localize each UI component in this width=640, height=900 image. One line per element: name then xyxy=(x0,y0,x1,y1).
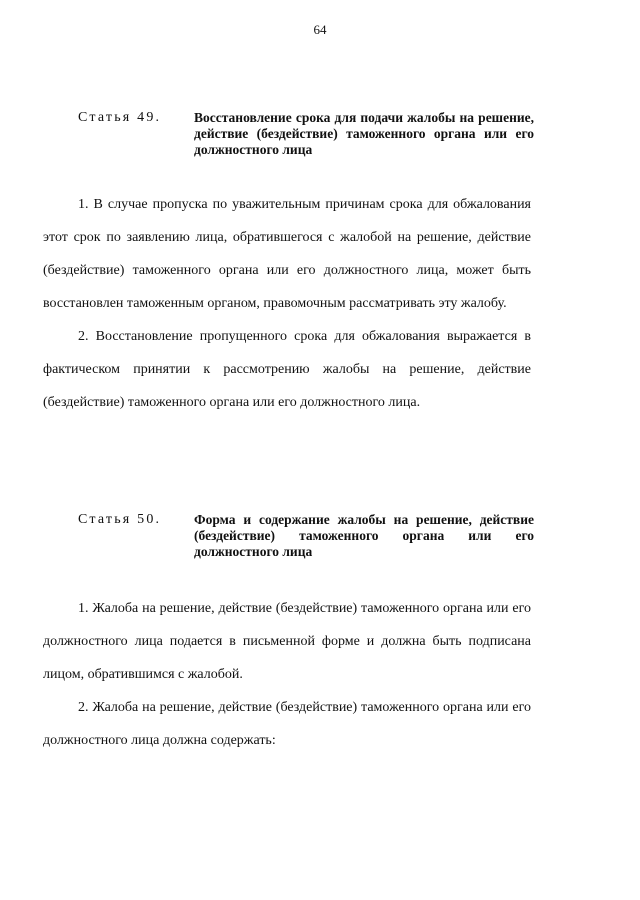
article-49 xyxy=(43,110,538,419)
article-49-body xyxy=(43,188,538,419)
article-49-paragraph-2: 2. Восстановление пропущенного срока для обжалования выражается в фактическом принятии к рассмотрению жалобы на решение, действие (бездействие) таможенного органа или его должностного лица. xyxy=(43,329,531,410)
article-50-title: Форма и содержание жалобы на решение, действие (бездействие) таможенного органа или его должностного лица xyxy=(194,512,534,559)
article-49-heading xyxy=(78,110,538,166)
article-50-heading xyxy=(78,512,538,568)
article-50-paragraph-1: 1. Жалоба на решение, действие (бездействие) таможенного органа или его должностного лица подается в письменной форме и должна быть подписана лицом, обратившимся с жалобой. xyxy=(43,601,531,682)
article-50-label: Статья 50. xyxy=(78,512,162,527)
article-50 xyxy=(43,512,538,757)
article-50-body xyxy=(43,592,538,757)
article-49-paragraph-1: 1. В случае пропуска по уважительным причинам срока для обжалования этот срок по заявлению лица, обратившегося с жалобой на решение, действие (бездействие) таможенного органа или его должностного лица, может быть восстановлен таможенным органом, правомочным рассматривать эту жалобу. xyxy=(43,197,531,311)
page-number: 64 xyxy=(313,22,327,37)
article-49-title: Восстановление срока для подачи жалобы на решение, действие (бездействие) таможенного органа или его должностного лица xyxy=(194,110,534,157)
article-49-label: Статья 49. xyxy=(78,110,162,125)
article-50-paragraph-2: 2. Жалоба на решение, действие (бездействие) таможенного органа или его должностного лица должна содержать: xyxy=(43,700,531,748)
